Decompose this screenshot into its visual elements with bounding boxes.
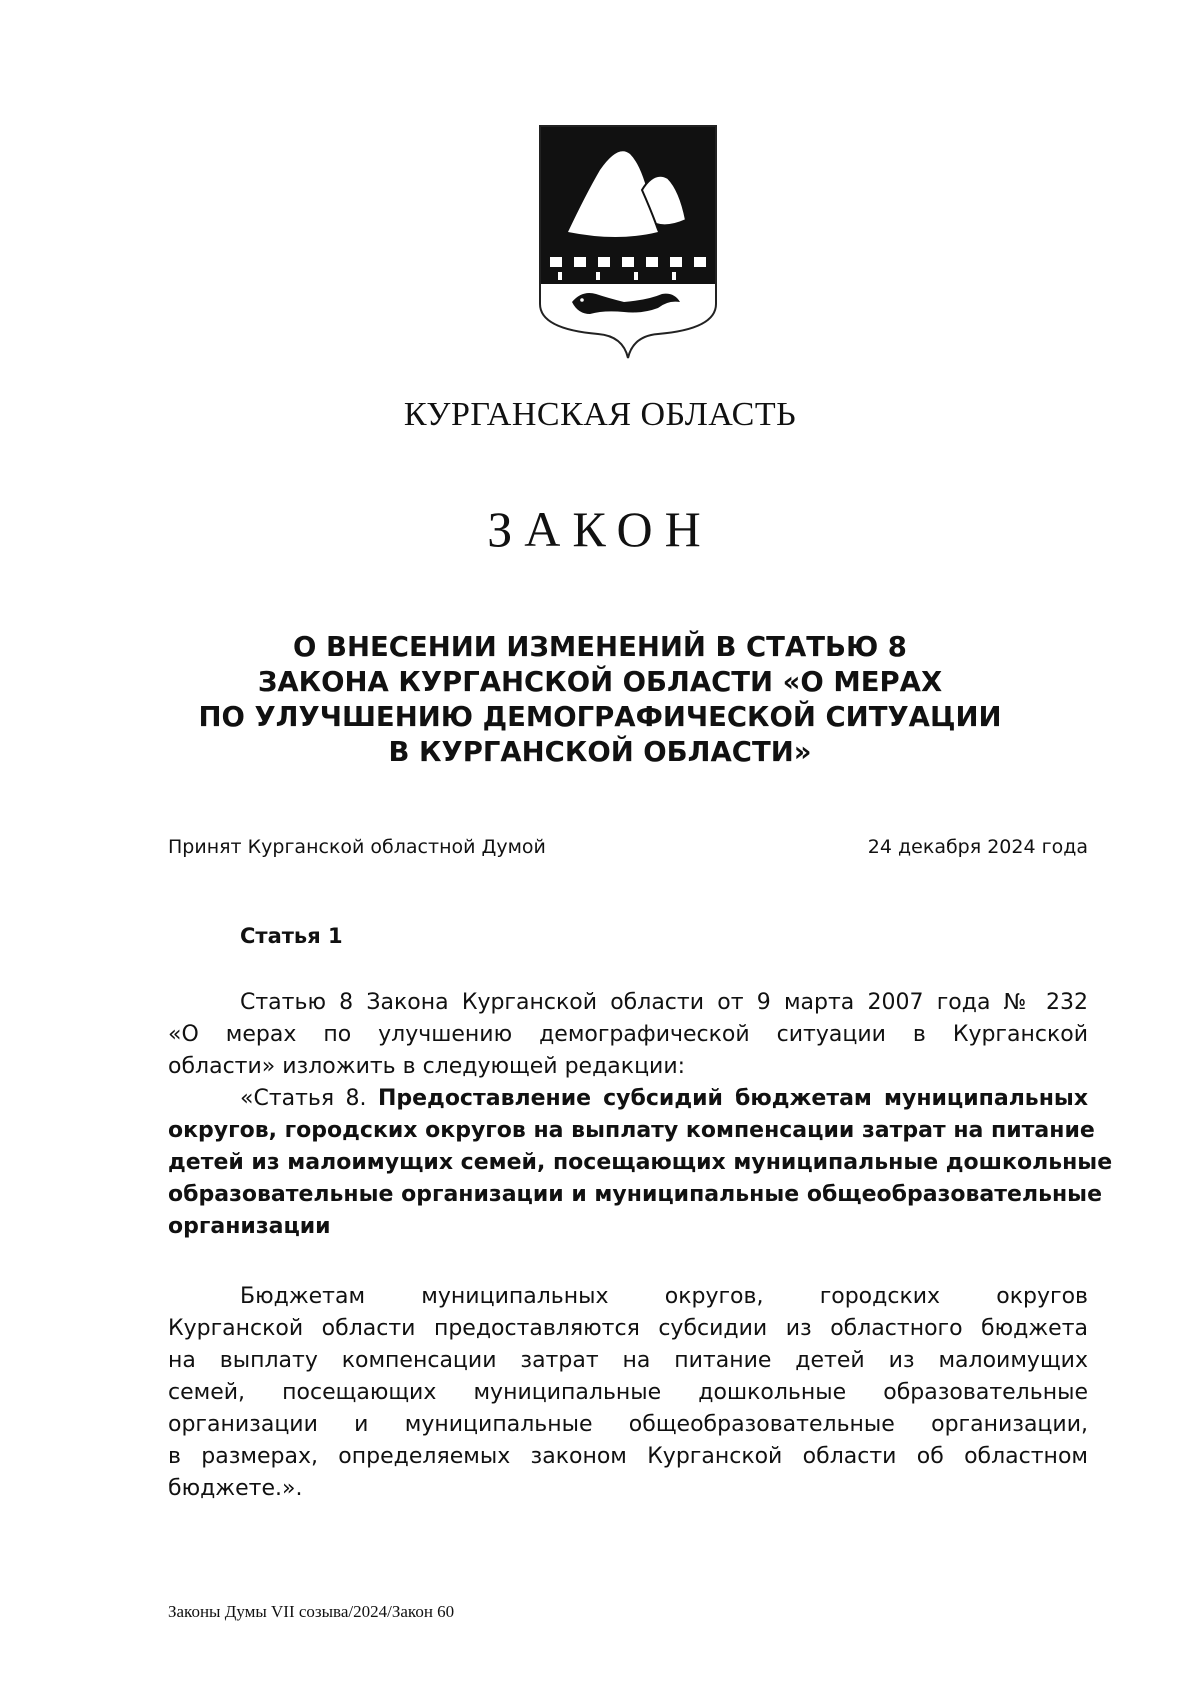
new-article-title-line [240, 1086, 1088, 1111]
law-title-line: В КУРГАНСКОЙ ОБЛАСТИ» [388, 736, 812, 768]
footer-reference: Законы Думы VII созыва/2024/Закон 60 [168, 1602, 455, 1621]
paragraph-line: Бюджетам муниципальных округов, городских округов [240, 1284, 1088, 1309]
law-title-line: ЗАКОНА КУРГАНСКОЙ ОБЛАСТИ «О МЕРАХ [257, 666, 943, 698]
law-title-line: ПО УЛУЧШЕНИЮ ДЕМОГРАФИЧЕСКОЙ СИТУАЦИИ [198, 701, 1002, 733]
coat-of-arms-emblem [538, 124, 718, 360]
region-name: КУРГАНСКАЯ ОБЛАСТЬ [403, 396, 797, 433]
law-title-line: О ВНЕСЕНИИ ИЗМЕНЕНИЙ В СТАТЬЮ 8 [293, 631, 907, 663]
new-article-prefix: «Статья 8. [240, 1086, 367, 1111]
paragraph-line: области» изложить в следующей редакции: [168, 1054, 686, 1079]
paragraph-line: семей, посещающих муниципальные дошкольные образовательные [168, 1380, 1088, 1405]
paragraph-line: «О мерах по улучшению демографической ситуации в Курганской [168, 1022, 1088, 1047]
adopted-by: Принят Курганской областной Думой [168, 836, 546, 858]
paragraph-line: на выплату компенсации затрат на питание детей из малоимущих [168, 1348, 1088, 1373]
new-article-title-line: округов, городских округов на выплату компенсации затрат на питание [168, 1118, 1095, 1143]
new-article-title-line: детей из малоимущих семей, посещающих муниципальные дошкольные [168, 1150, 1113, 1175]
paragraph-line: организации и муниципальные общеобразовательные организации, [168, 1412, 1088, 1437]
adoption-date: 24 декабря 2024 года [867, 836, 1088, 858]
new-article-title-start: Предоставление субсидий бюджетам муниципальных [377, 1086, 1089, 1111]
paragraph-line: Статью 8 Закона Курганской области от 9 марта 2007 года № 232 [240, 990, 1088, 1015]
paragraph-line: Курганской области предоставляются субсидии из областного бюджета [168, 1316, 1088, 1341]
adoption-info [168, 836, 1088, 858]
paragraph-line: бюджете.». [168, 1476, 303, 1501]
law-title [150, 630, 1050, 770]
article-heading: Статья 1 [240, 924, 343, 948]
document-type: ЗАКОН [487, 501, 713, 557]
new-article-title-line: организации [168, 1214, 331, 1239]
new-article-title-line: образовательные организации и муниципальные общеобразовательные [168, 1182, 1102, 1207]
paragraph-line: в размерах, определяемых законом Курганской области об областном [168, 1444, 1088, 1469]
